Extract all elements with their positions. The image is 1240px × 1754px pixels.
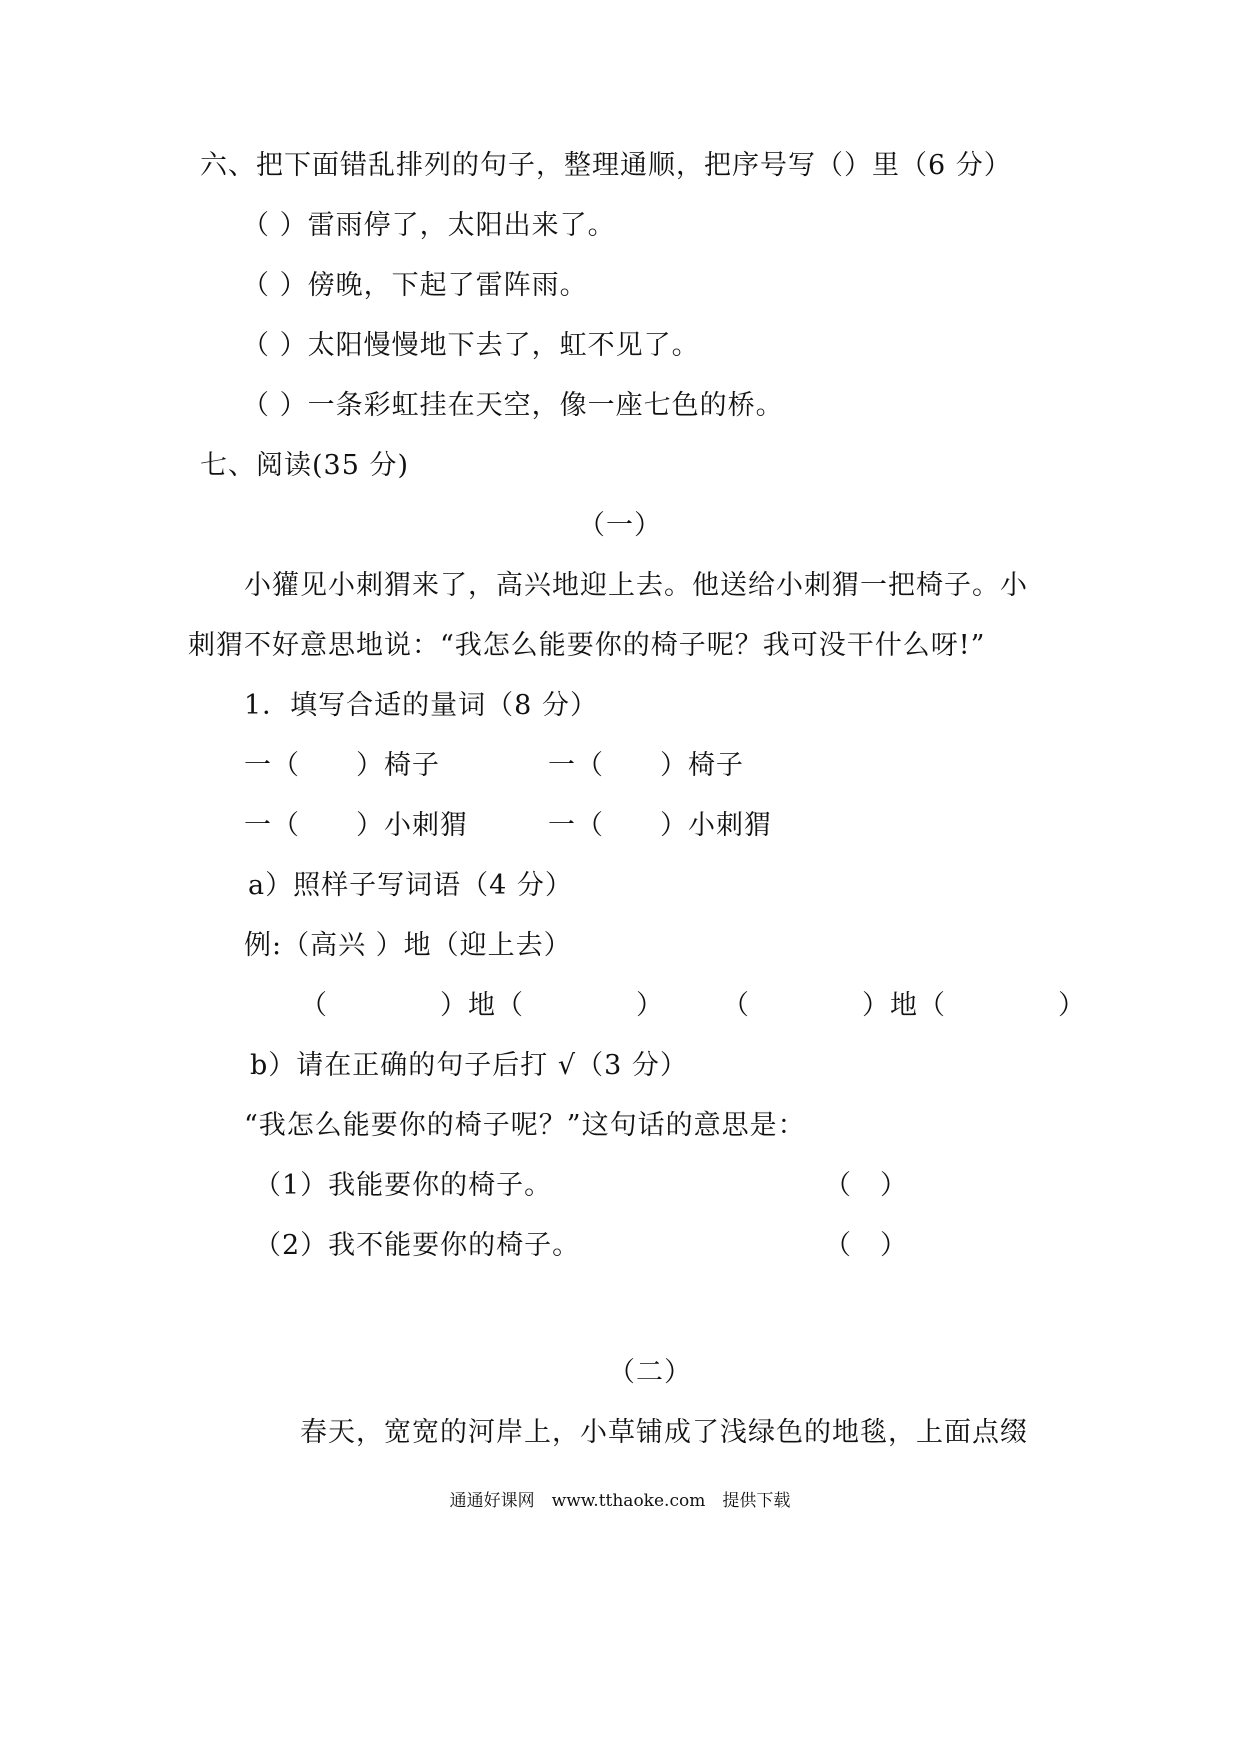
qa-example: 例:（高兴 ）地（迎上去）	[244, 930, 572, 961]
q1-label: 1．填写合适的量词（8 分）	[244, 690, 598, 721]
section7-heading: 七、阅读(35 分)	[200, 450, 410, 481]
qb-label: b）请在正确的句子后打 √（3 分）	[250, 1050, 688, 1081]
section6-item-1: （ ）雷雨停了，太阳出来了。	[242, 210, 616, 241]
qb-option-2: （2）我不能要你的椅子。	[254, 1230, 581, 1261]
section6-item-4: （ ）一条彩虹挂在天空，像一座七色的桥。	[242, 390, 784, 421]
page-footer: 通通好课网 www.tthaoke.com 提供下载	[449, 1491, 791, 1511]
qb-option-2-blank: （ ）	[824, 1230, 908, 1261]
passage1-line2: 刺猬不好意思地说：“我怎么能要你的椅子呢？我可没干什么呀!”	[188, 630, 986, 661]
passage2-line1: 春天，宽宽的河岸上，小草铺成了浅绿色的地毯，上面点缀	[300, 1417, 1028, 1448]
section6-heading: 六、把下面错乱排列的句子，整理通顺，把序号写（）里（6 分）	[200, 150, 1012, 181]
qa-label: a）照样子写词语（4 分）	[248, 870, 573, 901]
qb-prompt: “我怎么能要你的椅子呢？”这句话的意思是：	[244, 1110, 806, 1141]
part1-title: （一）	[578, 510, 662, 541]
part2-title: （二）	[608, 1357, 692, 1388]
qb-option-1-blank: （ ）	[824, 1170, 908, 1201]
q1-row1-a: 一（ ）椅子	[244, 750, 440, 781]
section6-item-3: （ ）太阳慢慢地下去了，虹不见了。	[242, 330, 700, 361]
qa-blank-a: （ ）地（ ）	[300, 990, 664, 1021]
passage1-line1: 小獾见小刺猬来了，高兴地迎上去。他送给小刺猬一把椅子。小	[244, 570, 1028, 601]
qa-blank-b: （ ）地（ ）	[722, 990, 1086, 1021]
q1-row2-b: 一（ ）小刺猬	[548, 810, 772, 841]
q1-row1-b: 一（ ）椅子	[548, 750, 744, 781]
q1-row2-a: 一（ ）小刺猬	[244, 810, 468, 841]
qb-option-1: （1）我能要你的椅子。	[254, 1170, 553, 1201]
section6-item-2: （ ）傍晚，下起了雷阵雨。	[242, 270, 588, 301]
